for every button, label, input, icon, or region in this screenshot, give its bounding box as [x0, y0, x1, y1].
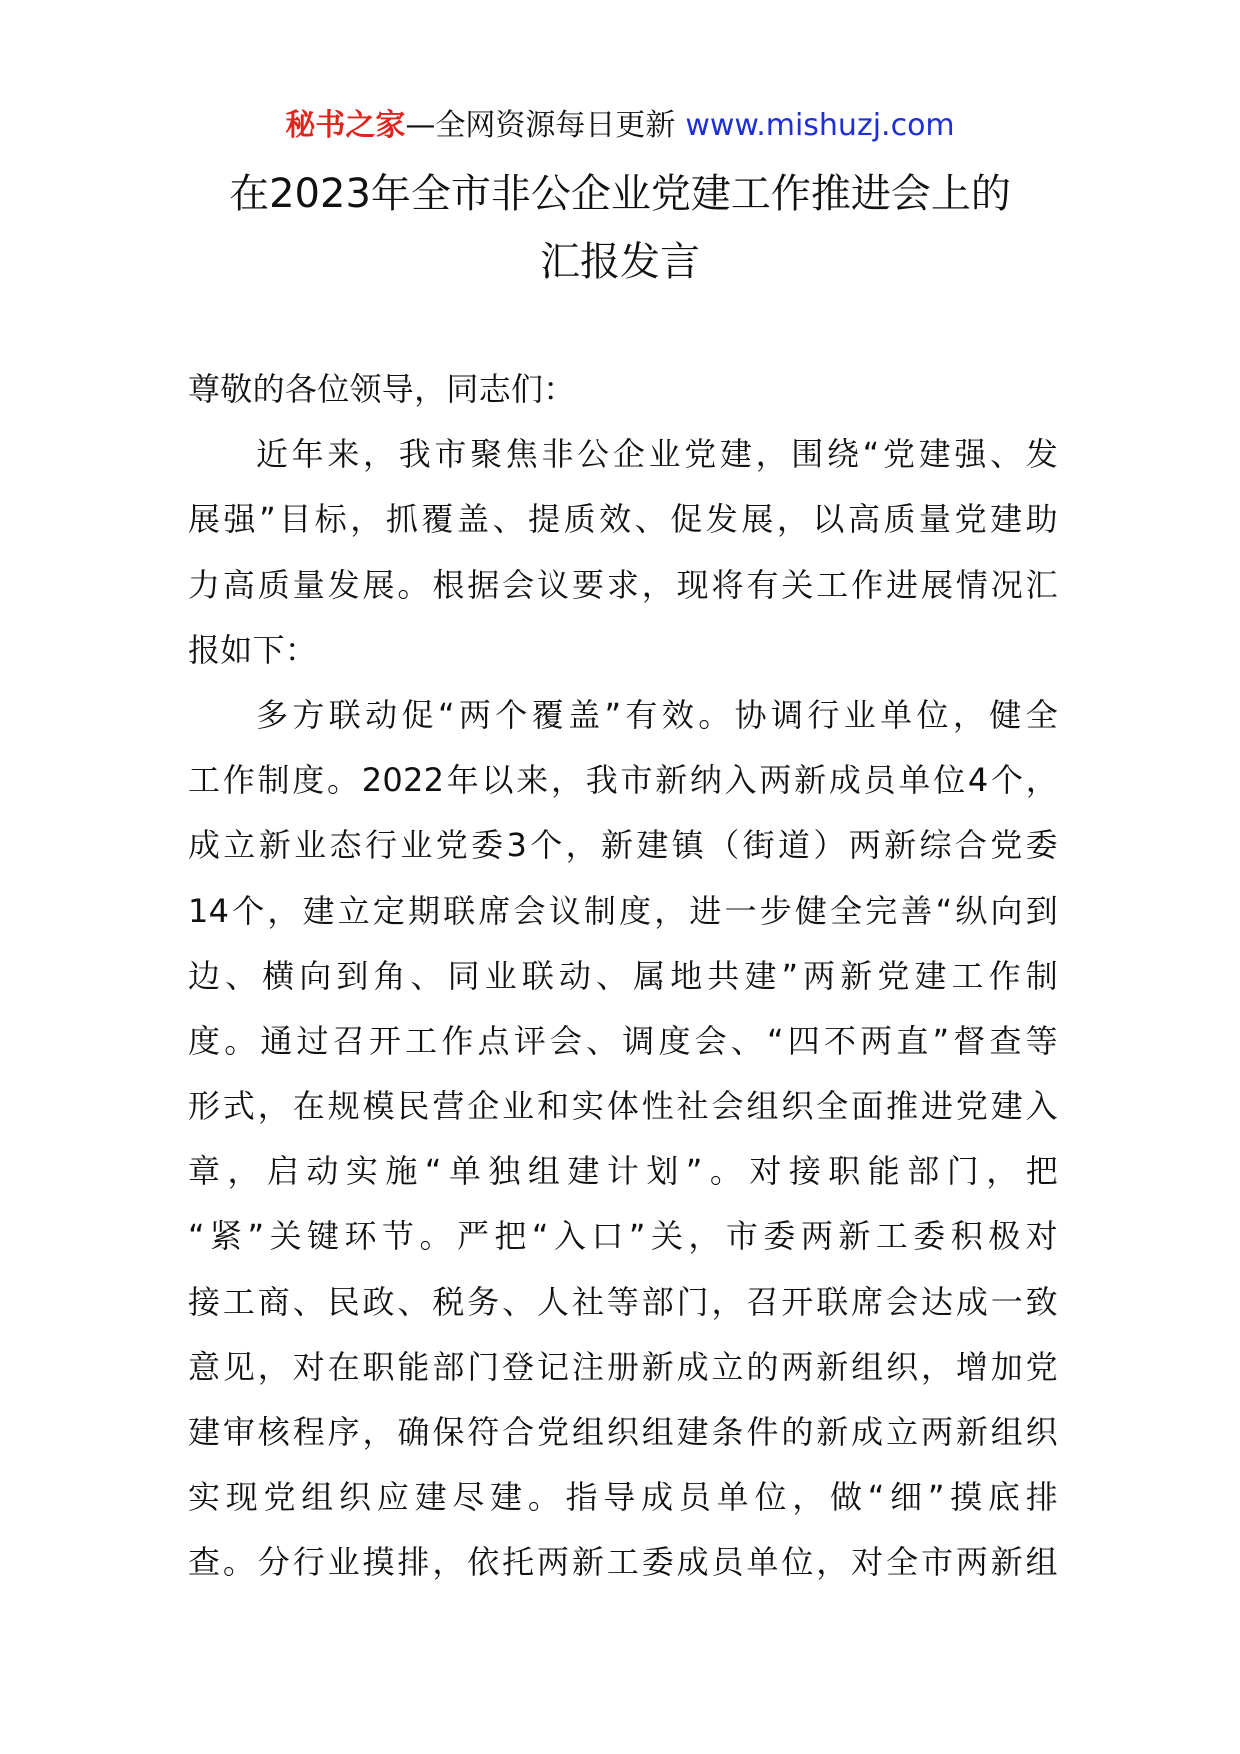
- text-line: 查。分行业摸排，依托两新工委成员单位，对全市两新组: [188, 1543, 1058, 1582]
- site-tagline: —全网资源每日更新: [405, 108, 676, 143]
- text-line: 章，启动实施“单独组建计划”。对接职能部门，把: [188, 1152, 1058, 1191]
- site-url-link[interactable]: www.mishuzj.com: [685, 108, 955, 143]
- text-line: 度。通过召开工作点评会、调度会、“四不两直”督查等: [188, 1021, 1058, 1060]
- text-line: 尊敬的各位领导，同志们：: [188, 370, 576, 408]
- text-line: 建审核程序，确保符合党组织组建条件的新成立两新组织: [188, 1413, 1058, 1451]
- text-line: “紧”关键环节。严把“入口”关，市委两新工委积极对: [188, 1217, 1058, 1256]
- text-line: 多方联动促“两个覆盖”有效。协调行业单位，健全: [256, 695, 1058, 734]
- text-line: 接工商、民政、税务、人社等部门，召开联席会达成一致: [188, 1282, 1058, 1321]
- text-line: 成立新业态行业党委3个，新建镇（街道）两新综合党委: [188, 826, 1058, 865]
- text-line: 边、横向到角、同业联动、属地共建”两新党建工作制: [188, 956, 1058, 995]
- document-title: [0, 160, 1240, 296]
- text-line: 实现党组织应建尽建。指导成员单位，做“细”摸底排: [188, 1478, 1058, 1517]
- document-body: [188, 357, 1058, 1596]
- text-line: 工作制度。2022年以来，我市新纳入两新成员单位4个，: [188, 761, 1058, 800]
- text-line: 形式，在规模民营企业和实体性社会组织全面推进党建入: [188, 1087, 1058, 1126]
- text-line: 展强”目标，抓覆盖、提质效、促发展，以高质量党建助: [188, 500, 1058, 539]
- site-banner: [0, 104, 1240, 148]
- text-line: 力高质量发展。根据会议要求，现将有关工作进展情况汇: [188, 565, 1058, 604]
- text-line: 14个，建立定期联席会议制度，进一步健全完善“纵向到: [188, 891, 1058, 930]
- site-brand: 秘书之家: [285, 108, 406, 143]
- document-title-line: 汇报发言: [540, 239, 700, 285]
- text-line: 意见，对在职能部门登记注册新成立的两新组织，增加党: [188, 1347, 1058, 1386]
- text-line: 近年来，我市聚焦非公企业党建，围绕“党建强、发: [256, 435, 1058, 474]
- document-title-line: 在2023年全市非公企业党建工作推进会上的: [229, 171, 1011, 217]
- text-line: 报如下：: [188, 630, 318, 669]
